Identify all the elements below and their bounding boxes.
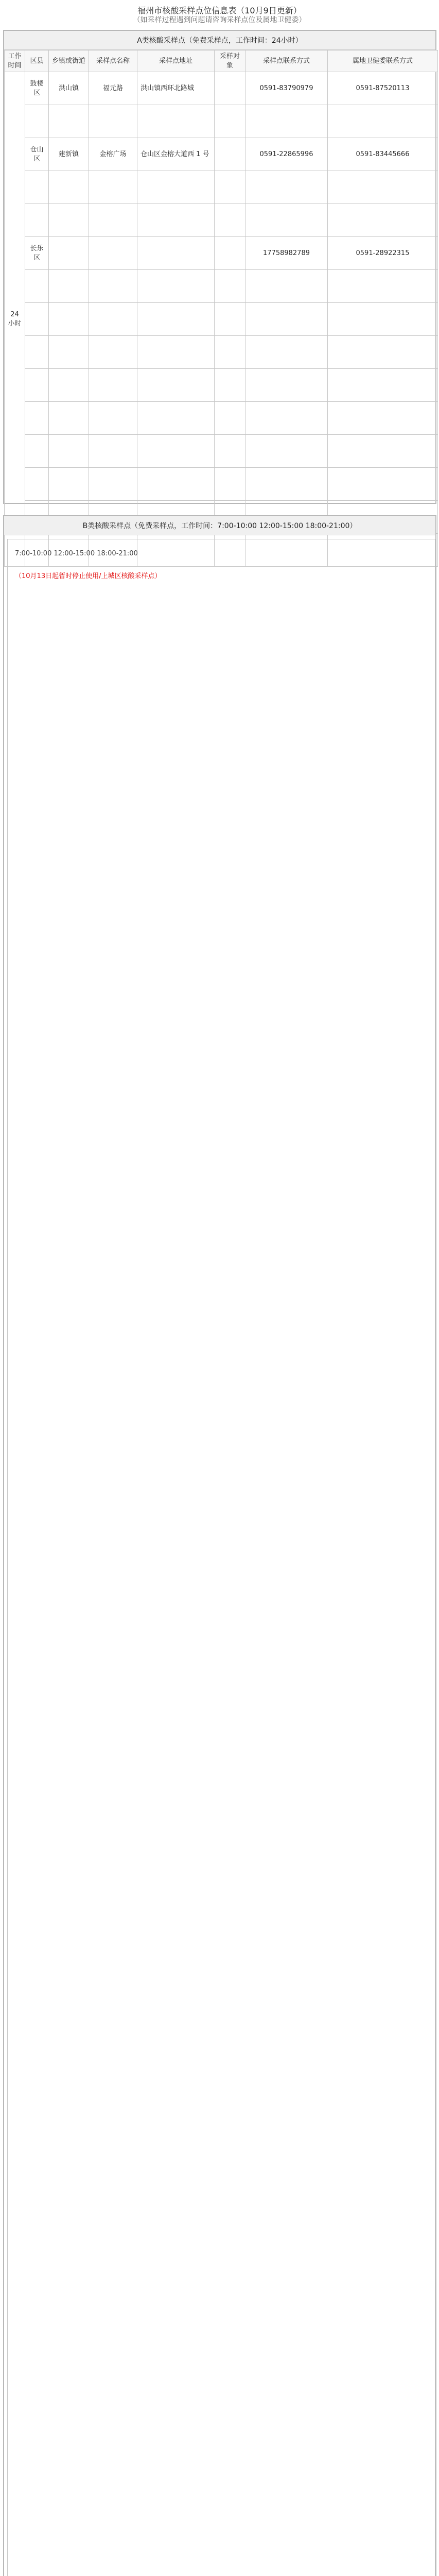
col-town: 乡镇或街道 <box>49 50 89 72</box>
cell-town <box>49 105 89 138</box>
cell-site <box>89 204 137 237</box>
cell-town <box>49 369 89 402</box>
cell-town <box>49 171 89 204</box>
cell-target <box>215 204 245 237</box>
cell-address <box>137 369 215 402</box>
cell-contact <box>245 402 328 435</box>
cell-district <box>25 303 49 336</box>
cell-site <box>89 336 137 369</box>
cell-contact <box>245 105 328 138</box>
cell-contact <box>245 171 328 204</box>
section-b-table-area <box>7 539 435 2576</box>
cell-town: 建新镇 <box>49 138 89 171</box>
cell-site: 金榕广场 <box>89 138 137 171</box>
cell-district: 鼓楼区 <box>25 72 49 105</box>
section-a-banner: A类核酸采样点（免费采样点，工作时间：24小时） <box>4 31 435 50</box>
cell-contact <box>245 303 328 336</box>
cell-site <box>89 303 137 336</box>
cell-address <box>137 171 215 204</box>
cell-health-contact <box>328 204 438 237</box>
col-target: 采样对象 <box>215 50 245 72</box>
cell-target <box>215 369 245 402</box>
page-subtitle: （如采样过程遇到问题请咨询采样点位及属地卫健委） <box>133 16 306 24</box>
cell-address <box>137 204 215 237</box>
cell-town <box>49 270 89 303</box>
col-site: 采样点名称 <box>89 50 137 72</box>
cell-address: 洪山镇西环北路城 <box>137 72 215 105</box>
cell-target <box>215 435 245 468</box>
cell-target <box>215 303 245 336</box>
cell-district <box>25 171 49 204</box>
cell-address <box>137 270 215 303</box>
table-row <box>5 369 438 402</box>
col-address: 采样点地址 <box>137 50 215 72</box>
cell-contact <box>245 204 328 237</box>
section-b-banner: B类核酸采样点（免费采样点，工作时间：7:00-10:00 12:00-15:00 18:00-21:00） <box>4 516 435 535</box>
cell-contact <box>245 336 328 369</box>
table-row <box>5 138 438 171</box>
table-row <box>5 336 438 369</box>
cell-contact <box>245 270 328 303</box>
cell-district <box>25 336 49 369</box>
table-row <box>5 105 438 138</box>
table-row <box>5 171 438 204</box>
table-row <box>5 204 438 237</box>
cell-district <box>25 270 49 303</box>
page-title: 福州市核酸采样点位信息表（10月9日更新） <box>137 6 302 15</box>
cell-district <box>25 105 49 138</box>
cell-site <box>89 369 137 402</box>
cell-target <box>215 468 245 501</box>
cell-address: 仓山区金榕大道西 1 号 <box>137 138 215 171</box>
col-health-contact: 属地卫健委联系方式 <box>328 50 438 72</box>
table-row <box>5 435 438 468</box>
section-a-table <box>4 50 438 567</box>
cell-district <box>25 204 49 237</box>
cell-contact <box>245 468 328 501</box>
cell-site <box>89 171 137 204</box>
cell-town <box>49 303 89 336</box>
col-district: 区县 <box>25 50 49 72</box>
cell-address <box>137 435 215 468</box>
cell-health-contact <box>328 336 438 369</box>
cell-contact <box>245 435 328 468</box>
cell-target <box>215 336 245 369</box>
section-b-red-notice: （10月13日起暂时停止使用/上城区核酸采样点） <box>15 572 162 580</box>
section-a <box>3 30 436 504</box>
cell-contact: 0591-22865996 <box>245 138 328 171</box>
cell-town <box>49 402 89 435</box>
cell-health-contact <box>328 468 438 501</box>
cell-contact <box>245 369 328 402</box>
col-contact: 采样点联系方式 <box>245 50 328 72</box>
cell-health-contact <box>328 435 438 468</box>
cell-target <box>215 270 245 303</box>
cell-contact: 17758982789 <box>245 237 328 270</box>
cell-town <box>49 204 89 237</box>
cell-site <box>89 270 137 303</box>
cell-district: 仓山区 <box>25 138 49 171</box>
section-b-worktime: 7:00-10:00 12:00-15:00 18:00-21:00 <box>15 550 138 557</box>
table-row <box>5 402 438 435</box>
section-b <box>3 515 436 2576</box>
cell-worktime: 24小时 <box>5 72 25 567</box>
cell-district <box>25 468 49 501</box>
cell-address <box>137 468 215 501</box>
cell-district <box>25 402 49 435</box>
col-worktime: 工作时间 <box>5 50 25 72</box>
cell-target <box>215 138 245 171</box>
cell-target <box>215 237 245 270</box>
cell-address <box>137 303 215 336</box>
cell-target <box>215 171 245 204</box>
cell-health-contact <box>328 303 438 336</box>
cell-contact: 0591-83790979 <box>245 72 328 105</box>
cell-health-contact <box>328 369 438 402</box>
cell-site: 福元路 <box>89 72 137 105</box>
cell-target <box>215 402 245 435</box>
cell-site <box>89 105 137 138</box>
cell-town <box>49 237 89 270</box>
cell-health-contact: 0591-83445666 <box>328 138 438 171</box>
table-row <box>5 270 438 303</box>
table-row <box>5 468 438 501</box>
cell-town <box>49 468 89 501</box>
cell-district <box>25 435 49 468</box>
cell-health-contact <box>328 171 438 204</box>
cell-district <box>25 369 49 402</box>
cell-address <box>137 237 215 270</box>
cell-site <box>89 468 137 501</box>
table-row <box>5 72 438 105</box>
cell-health-contact <box>328 402 438 435</box>
cell-health-contact: 0591-28922315 <box>328 237 438 270</box>
cell-site <box>89 435 137 468</box>
cell-site <box>89 402 137 435</box>
cell-health-contact <box>328 270 438 303</box>
cell-district: 长乐区 <box>25 237 49 270</box>
cell-target <box>215 72 245 105</box>
cell-address <box>137 105 215 138</box>
cell-address <box>137 336 215 369</box>
cell-target <box>215 105 245 138</box>
table-row <box>5 237 438 270</box>
cell-town <box>49 336 89 369</box>
cell-health-contact <box>328 105 438 138</box>
cell-site <box>89 237 137 270</box>
table-row <box>5 303 438 336</box>
cell-health-contact: 0591-87520113 <box>328 72 438 105</box>
cell-town: 洪山镇 <box>49 72 89 105</box>
cell-town <box>49 435 89 468</box>
cell-address <box>137 402 215 435</box>
